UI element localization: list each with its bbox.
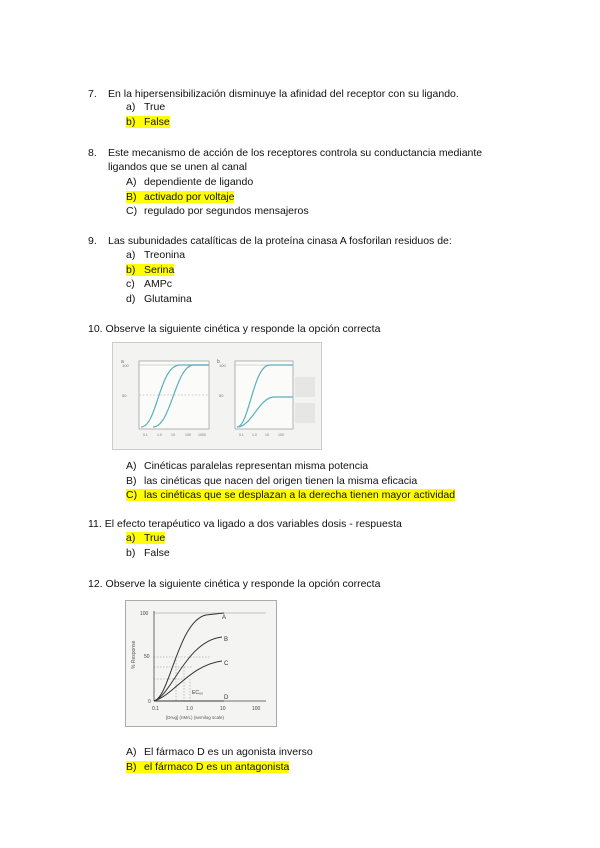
kinetics-figure-12 [125,600,277,727]
option-a[interactable]: a) True [126,101,166,113]
panel-b-tick-3: 10 [265,433,269,437]
option-C[interactable]: C) regulado por segundos mensajeros [126,205,309,218]
panel-b-inset-1 [295,377,315,397]
question-text: En la hipersensibilización disminuye la afinidad del receptor con su ligando. [108,88,459,100]
x-tick-10: 10 [220,706,226,712]
panel-a-tick-3: 10 [171,433,175,437]
option-A[interactable]: A) El fármaco D es un agonista inverso [126,746,313,758]
question-9 [88,234,528,248]
panel-b-y50: 50 [219,393,224,398]
option-B[interactable]: B) activado por voltaje [126,190,235,203]
option-A[interactable]: A) dependiente de ligando [126,176,254,188]
option-a[interactable]: a) Treonina [126,249,186,261]
panel-a-tick-4: 100 [185,433,191,437]
question-text: Observe la siguiente cinética y responde la opción correcta [105,578,381,590]
panel-b-tick-2: 1.0 [252,433,257,437]
question-11-options [126,531,170,560]
option-b[interactable]: b) False [126,546,170,559]
option-c[interactable]: c) AMPc [126,278,173,291]
y-tick-100: 100 [140,611,149,617]
question-number: 12. [88,578,103,590]
question-number: 8. [88,147,97,159]
option-C[interactable]: C) las cinéticas que se desplazan a la derecha tienen mayor actividad [126,489,456,502]
question-text: El efecto terapéutico va ligado a dos variables dosis - respuesta [104,518,402,530]
curve-B [154,637,222,701]
option-B[interactable]: B) las cinéticas que nacen del origen tienen la misma eficacia [126,474,418,487]
curve-B-label: B [224,637,229,643]
panel-b-y100: 100 [219,363,226,368]
question-12-options [126,745,313,774]
ec50-label: EC₅₀ [192,690,204,696]
panel-b-inset-2 [295,403,315,423]
question-12 [88,577,528,591]
option-b[interactable]: b) Serina [126,263,175,276]
curve-C-label: C [224,661,229,667]
option-B[interactable]: B) el fármaco D es un antagonista [126,760,290,773]
question-7 [88,87,528,101]
x-tick-1: 1.0 [186,706,193,712]
question-8 [88,146,528,174]
x-tick-100: 100 [252,706,261,712]
x-axis-label: [Drug] (nM/L) (semilog scale) [166,715,225,720]
panel-a-y50: 50 [122,393,127,398]
curve-A-label: A [222,615,227,621]
x-tick-0.1: 0.1 [152,706,159,712]
panel-b-tick-4: 100 [278,433,284,437]
question-10-options [126,459,455,503]
question-number: 10. [88,323,103,335]
question-7-options [126,100,170,129]
question-text: Las subunidades catalíticas de la proteína cinasa A fosforilan residuos de: [108,235,452,247]
option-a[interactable]: a) True [126,532,166,544]
panel-a-label: a [121,359,124,365]
panel-b-tick-1: 0.1 [239,433,244,437]
question-text-line1: Este mecanismo de acción de los receptores controla su conductancia mediante [108,147,483,159]
panel-b-label: b [217,359,220,365]
y-tick-50: 50 [144,654,150,660]
curve-D-label: D [224,695,229,701]
panel-a-tick-2: 1.0 [157,433,162,437]
y-tick-0: 0 [148,699,151,705]
option-b[interactable]: b) False [126,115,170,128]
question-number: 11. [88,518,102,530]
y-axis-label: % Response [131,640,137,669]
option-A[interactable]: A) Cinéticas paralelas representan misma potencia [126,460,369,472]
question-text: Observe la siguiente cinética y responde la opción correcta [105,323,381,335]
panel-a-tick-5: 1000 [198,433,206,437]
panel-a-tick-1: 0.1 [143,433,148,437]
question-number: 9. [88,235,97,247]
question-11 [88,517,528,531]
question-number: 7. [88,88,97,100]
panel-a-y100: 100 [122,363,129,368]
option-d[interactable]: d) Glutamina [126,292,192,305]
kinetics-figure-10 [112,342,322,450]
kinetics-plot-10 [113,343,321,449]
question-8-options [126,175,309,219]
question-text-line2: ligandos que se unen al canal [108,161,247,173]
question-9-options [126,248,192,306]
kinetics-plot-12 [126,601,276,726]
question-10 [88,322,528,336]
